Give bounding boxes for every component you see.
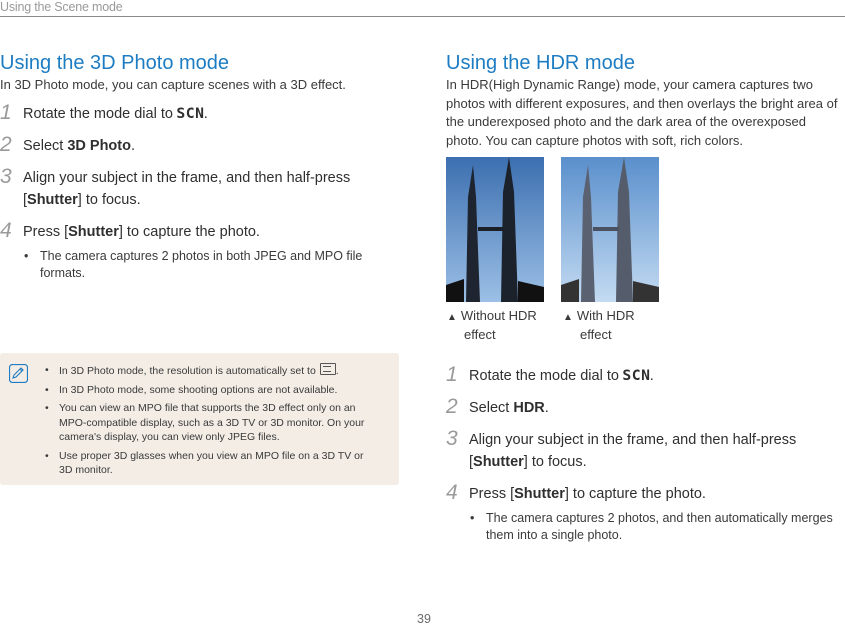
note-text: In 3D Photo mode, the resolution is automatically set to <box>59 365 319 377</box>
resolution-icon <box>320 363 336 375</box>
step-item <box>0 164 395 211</box>
step-text: [ <box>23 191 28 208</box>
step-item <box>446 365 845 387</box>
step-number: 3 <box>0 164 12 188</box>
caption-text: With HDR <box>576 308 635 323</box>
section-title: Using the HDR mode <box>446 52 635 74</box>
note-text-end: . <box>335 365 339 377</box>
step-text: [ <box>469 454 474 470</box>
step-list <box>446 365 845 544</box>
step-item <box>0 132 395 157</box>
note-text: You can view an MPO file that supports the 3D effect only on an MPO-compatible display, such as a 3D TV or 3D monitor. On your camera's display, you can view only JPEG files. <box>59 402 365 443</box>
step-sub-bullet <box>23 248 395 282</box>
step-text: Rotate the mode dial to <box>23 105 177 122</box>
step-text-end: ] to focus. <box>523 454 587 470</box>
step-number: 1 <box>446 363 458 386</box>
bullet-dot: • <box>24 248 29 263</box>
step-emphasis: 3D Photo <box>67 137 131 154</box>
step-text-end: ] to capture the photo. <box>564 486 706 502</box>
caption-text: effect <box>464 327 496 342</box>
note-text: Use proper 3D glasses when you view an MPO file on a 3D TV or 3D monitor. <box>59 449 364 476</box>
photo-without-hdr <box>446 157 544 302</box>
step-emphasis: Shutter <box>68 223 119 240</box>
caption-text: Without HDR <box>460 308 537 323</box>
page-number: 39 <box>417 612 431 626</box>
bullet-dot: • <box>45 449 49 462</box>
section-3d-photo <box>0 52 395 476</box>
note-item <box>45 363 375 379</box>
step-text: Press [ <box>469 486 515 502</box>
header-divider <box>0 16 845 17</box>
bullet-dot: • <box>45 383 49 396</box>
step-text: Align your subject in the frame, and then half-press <box>469 432 797 448</box>
step-item <box>0 218 395 282</box>
step-emphasis: HDR <box>513 400 545 416</box>
triangle-icon: ▲ <box>447 312 457 323</box>
step-text-end: . <box>544 400 549 416</box>
sub-bullet-text: The camera captures 2 photos in both JPEG and MPO file formats. <box>40 248 363 280</box>
step-number: 2 <box>0 132 12 156</box>
bullet-dot: • <box>45 402 49 414</box>
step-list <box>0 100 395 282</box>
step-text: Rotate the mode dial to <box>469 368 623 384</box>
caption-text: effect <box>580 327 612 342</box>
step-emphasis: Shutter <box>473 454 524 470</box>
step-number: 2 <box>446 395 458 418</box>
photo-caption-without-hdr <box>447 307 547 343</box>
step-text: Select <box>23 137 68 154</box>
section-intro: In HDR(High Dynamic Range) mode, your camera captures two photos with different exposures, and then overlays the bright area of the underexposed photo and the dark area of the overexposed photo. You can capture photos with soft, rich colors. <box>446 77 838 148</box>
scene-mode-icon: SCN <box>622 368 651 384</box>
section-running-head: Using the Scene mode <box>0 0 123 14</box>
note-pencil-icon <box>9 364 28 383</box>
photo-with-hdr <box>561 157 659 302</box>
note-item <box>45 383 375 398</box>
sub-bullet-text: The camera captures 2 photos, and then automatically merges them into a single photo. <box>486 511 833 542</box>
step-text-end: . <box>649 368 654 384</box>
section-title: Using the 3D Photo mode <box>0 52 230 74</box>
step-number: 4 <box>446 481 458 504</box>
bullet-dot: • <box>470 511 475 525</box>
note-box <box>0 353 399 485</box>
photo-caption-with-hdr <box>563 307 653 343</box>
triangle-icon: ▲ <box>563 312 573 323</box>
step-emphasis: Shutter <box>27 191 78 208</box>
step-text: Press [ <box>23 223 69 240</box>
step-number: 4 <box>0 218 12 242</box>
bullet-dot: • <box>45 364 49 376</box>
note-list <box>45 363 375 482</box>
step-number: 3 <box>446 427 458 450</box>
step-item <box>0 100 395 125</box>
note-item <box>45 401 375 445</box>
step-text-end: ] to capture the photo. <box>118 223 260 240</box>
step-text-end: . <box>130 137 136 154</box>
step-number: 1 <box>0 100 12 124</box>
note-item <box>45 449 375 478</box>
scene-mode-icon: SCN <box>176 105 205 122</box>
step-text: Align your subject in the frame, and then half-press <box>23 169 351 186</box>
step-sub-bullet <box>469 510 845 544</box>
section-hdr <box>446 52 845 150</box>
note-text: In 3D Photo mode, some shooting options are not available. <box>59 383 338 396</box>
step-item <box>446 483 845 544</box>
step-item <box>446 429 845 473</box>
step-text-end: ] to focus. <box>77 191 141 208</box>
section-intro: In 3D Photo mode, you can capture scenes with a 3D effect. <box>0 77 346 92</box>
step-text: Select <box>469 400 514 416</box>
step-item <box>446 397 845 419</box>
step-text-end: . <box>203 105 208 122</box>
step-emphasis: Shutter <box>514 486 565 502</box>
